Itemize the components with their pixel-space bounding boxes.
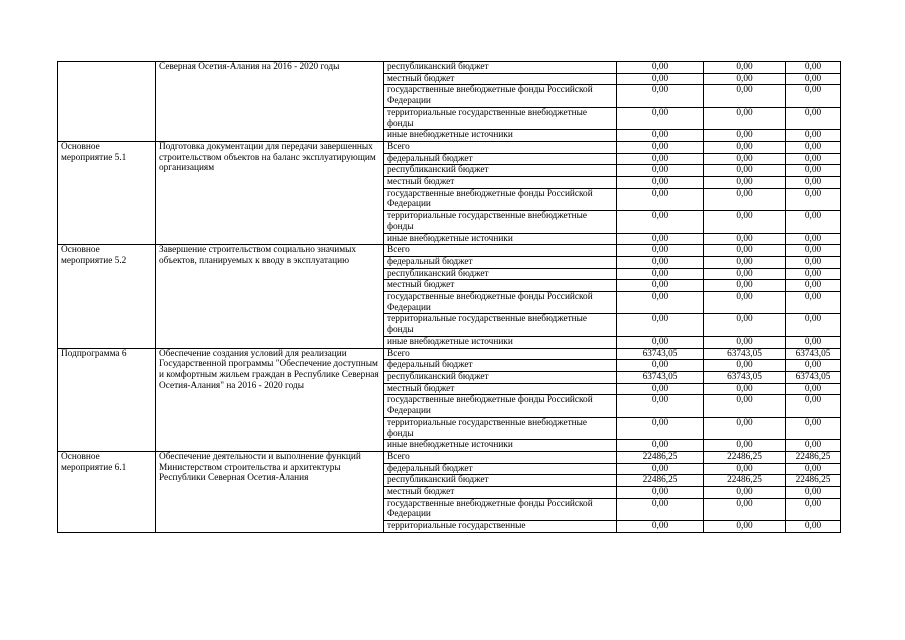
amount-cell: 63743,05 <box>617 371 704 383</box>
measure-code-cell: Основное мероприятие 5.1 <box>58 141 156 244</box>
amount-cell: 0,00 <box>786 487 841 499</box>
amount-cell: 22486,25 <box>704 451 786 463</box>
amount-cell: 0,00 <box>704 177 786 189</box>
budget-table <box>57 61 841 533</box>
amount-cell: 0,00 <box>786 188 841 210</box>
amount-cell: 0,00 <box>704 292 786 314</box>
table-row <box>58 245 841 257</box>
amount-cell: 0,00 <box>786 383 841 395</box>
measure-name-cell: Северная Осетия-Алания на 2016 - 2020 годы <box>156 62 384 142</box>
amount-cell: 0,00 <box>617 188 704 210</box>
table-row <box>58 451 841 463</box>
table-row <box>58 141 841 153</box>
funding-source-cell: местный бюджет <box>384 73 617 85</box>
funding-source-cell: республиканский бюджет <box>384 165 617 177</box>
amount-cell: 0,00 <box>617 107 704 129</box>
amount-cell: 0,00 <box>617 153 704 165</box>
funding-source-cell: государственные внебюджетные фонды Российской Федерации <box>384 188 617 210</box>
amount-cell: 0,00 <box>704 314 786 336</box>
amount-cell: 0,00 <box>617 177 704 189</box>
amount-cell: 0,00 <box>704 336 786 348</box>
amount-cell: 0,00 <box>617 314 704 336</box>
funding-source-cell: Всего <box>384 348 617 360</box>
funding-source-cell: федеральный бюджет <box>384 360 617 372</box>
measure-code-cell: Основное мероприятие 5.2 <box>58 245 156 348</box>
amount-cell: 22486,25 <box>704 475 786 487</box>
funding-source-cell: государственные внебюджетные фонды Российской Федерации <box>384 498 617 520</box>
funding-source-cell: республиканский бюджет <box>384 371 617 383</box>
amount-cell: 0,00 <box>786 268 841 280</box>
amount-cell: 0,00 <box>786 211 841 233</box>
amount-cell: 0,00 <box>704 188 786 210</box>
amount-cell: 0,00 <box>786 395 841 417</box>
funding-source-cell: территориальные государственные внебюджетные фонды <box>384 417 617 439</box>
measure-code-cell: Подпрограмма 6 <box>58 348 156 451</box>
amount-cell: 0,00 <box>617 233 704 245</box>
funding-source-cell: республиканский бюджет <box>384 62 617 74</box>
funding-source-cell: иные внебюджетные источники <box>384 440 617 452</box>
funding-source-cell: Всего <box>384 245 617 257</box>
amount-cell: 0,00 <box>704 256 786 268</box>
amount-cell: 0,00 <box>704 463 786 475</box>
amount-cell: 0,00 <box>704 383 786 395</box>
amount-cell: 0,00 <box>617 292 704 314</box>
measure-name-cell: Завершение строительством социально значимых объектов, планируемых к вводу в эксплуатацию <box>156 245 384 348</box>
amount-cell: 0,00 <box>704 165 786 177</box>
amount-cell: 0,00 <box>617 395 704 417</box>
amount-cell: 0,00 <box>704 498 786 520</box>
funding-source-cell: федеральный бюджет <box>384 153 617 165</box>
amount-cell: 22486,25 <box>786 451 841 463</box>
funding-source-cell: территориальные государственные внебюджетные фонды <box>384 107 617 129</box>
amount-cell: 0,00 <box>786 360 841 372</box>
amount-cell: 0,00 <box>617 165 704 177</box>
measure-name-cell: Подготовка документации для передачи завершенных строительством объектов на баланс эксплуатирующим организациям <box>156 141 384 244</box>
amount-cell: 0,00 <box>786 314 841 336</box>
amount-cell: 0,00 <box>786 245 841 257</box>
amount-cell: 0,00 <box>704 521 786 533</box>
amount-cell: 0,00 <box>704 233 786 245</box>
amount-cell: 0,00 <box>786 463 841 475</box>
amount-cell: 0,00 <box>617 383 704 395</box>
amount-cell: 0,00 <box>786 417 841 439</box>
amount-cell: 0,00 <box>704 268 786 280</box>
amount-cell: 22486,25 <box>617 475 704 487</box>
funding-source-cell: Всего <box>384 141 617 153</box>
measure-name-cell: Обеспечение деятельности и выполнение функций Министерством строительства и архитектуры Республики Северная Осетия-Алания <box>156 451 384 532</box>
amount-cell: 0,00 <box>786 85 841 107</box>
amount-cell: 0,00 <box>704 360 786 372</box>
funding-source-cell: республиканский бюджет <box>384 268 617 280</box>
funding-source-cell: территориальные государственные внебюджетные фонды <box>384 211 617 233</box>
funding-source-cell: местный бюджет <box>384 177 617 189</box>
amount-cell: 63743,05 <box>786 371 841 383</box>
amount-cell: 0,00 <box>786 153 841 165</box>
amount-cell: 0,00 <box>617 336 704 348</box>
amount-cell: 0,00 <box>704 62 786 74</box>
budget-table-body <box>58 62 841 533</box>
amount-cell: 0,00 <box>786 256 841 268</box>
amount-cell: 0,00 <box>617 417 704 439</box>
amount-cell: 0,00 <box>786 141 841 153</box>
funding-source-cell: государственные внебюджетные фонды Российской Федерации <box>384 395 617 417</box>
measure-name-cell: Обеспечение создания условий для реализации Государственной программы "Обеспечение доступным и комфортным жильем граждан в Республике Северная Осетия-Алания" на 2016 - 2020 годы <box>156 348 384 451</box>
amount-cell: 0,00 <box>786 62 841 74</box>
funding-source-cell: территориальные государственные внебюджетные фонды <box>384 314 617 336</box>
amount-cell: 0,00 <box>617 141 704 153</box>
table-row <box>58 62 841 74</box>
funding-source-cell: Всего <box>384 451 617 463</box>
amount-cell: 0,00 <box>617 85 704 107</box>
amount-cell: 0,00 <box>617 256 704 268</box>
amount-cell: 0,00 <box>786 280 841 292</box>
table-row <box>58 348 841 360</box>
amount-cell: 63743,05 <box>617 348 704 360</box>
amount-cell: 0,00 <box>704 280 786 292</box>
amount-cell: 0,00 <box>617 280 704 292</box>
amount-cell: 0,00 <box>617 73 704 85</box>
amount-cell: 0,00 <box>617 130 704 142</box>
measure-code-cell: Основное мероприятие 6.1 <box>58 451 156 532</box>
amount-cell: 0,00 <box>786 177 841 189</box>
funding-source-cell: местный бюджет <box>384 487 617 499</box>
amount-cell: 0,00 <box>786 165 841 177</box>
amount-cell: 0,00 <box>704 153 786 165</box>
amount-cell: 0,00 <box>704 141 786 153</box>
amount-cell: 0,00 <box>704 487 786 499</box>
funding-source-cell: иные внебюджетные источники <box>384 130 617 142</box>
amount-cell: 63743,05 <box>704 348 786 360</box>
amount-cell: 0,00 <box>704 245 786 257</box>
amount-cell: 0,00 <box>704 107 786 129</box>
funding-source-cell: иные внебюджетные источники <box>384 233 617 245</box>
amount-cell: 0,00 <box>786 130 841 142</box>
funding-source-cell: местный бюджет <box>384 383 617 395</box>
funding-source-cell: федеральный бюджет <box>384 463 617 475</box>
amount-cell: 22486,25 <box>786 475 841 487</box>
amount-cell: 0,00 <box>617 440 704 452</box>
amount-cell: 0,00 <box>617 521 704 533</box>
amount-cell: 0,00 <box>786 73 841 85</box>
funding-source-cell: местный бюджет <box>384 280 617 292</box>
amount-cell: 0,00 <box>704 130 786 142</box>
amount-cell: 0,00 <box>704 440 786 452</box>
amount-cell: 0,00 <box>786 521 841 533</box>
amount-cell: 0,00 <box>786 292 841 314</box>
amount-cell: 0,00 <box>786 233 841 245</box>
amount-cell: 0,00 <box>704 417 786 439</box>
amount-cell: 63743,05 <box>704 371 786 383</box>
amount-cell: 22486,25 <box>617 451 704 463</box>
amount-cell: 0,00 <box>617 487 704 499</box>
amount-cell: 0,00 <box>617 360 704 372</box>
amount-cell: 0,00 <box>786 498 841 520</box>
funding-source-cell: иные внебюджетные источники <box>384 336 617 348</box>
amount-cell: 0,00 <box>704 85 786 107</box>
funding-source-cell: республиканский бюджет <box>384 475 617 487</box>
amount-cell: 63743,05 <box>786 348 841 360</box>
amount-cell: 0,00 <box>704 73 786 85</box>
amount-cell: 0,00 <box>704 211 786 233</box>
funding-source-cell: территориальные государственные <box>384 521 617 533</box>
amount-cell: 0,00 <box>786 107 841 129</box>
amount-cell: 0,00 <box>617 498 704 520</box>
funding-source-cell: государственные внебюджетные фонды Российской Федерации <box>384 292 617 314</box>
amount-cell: 0,00 <box>786 440 841 452</box>
amount-cell: 0,00 <box>617 463 704 475</box>
measure-code-cell <box>58 62 156 142</box>
amount-cell: 0,00 <box>617 211 704 233</box>
amount-cell: 0,00 <box>786 336 841 348</box>
amount-cell: 0,00 <box>617 268 704 280</box>
amount-cell: 0,00 <box>704 395 786 417</box>
funding-source-cell: федеральный бюджет <box>384 256 617 268</box>
amount-cell: 0,00 <box>617 62 704 74</box>
amount-cell: 0,00 <box>617 245 704 257</box>
funding-source-cell: государственные внебюджетные фонды Российской Федерации <box>384 85 617 107</box>
